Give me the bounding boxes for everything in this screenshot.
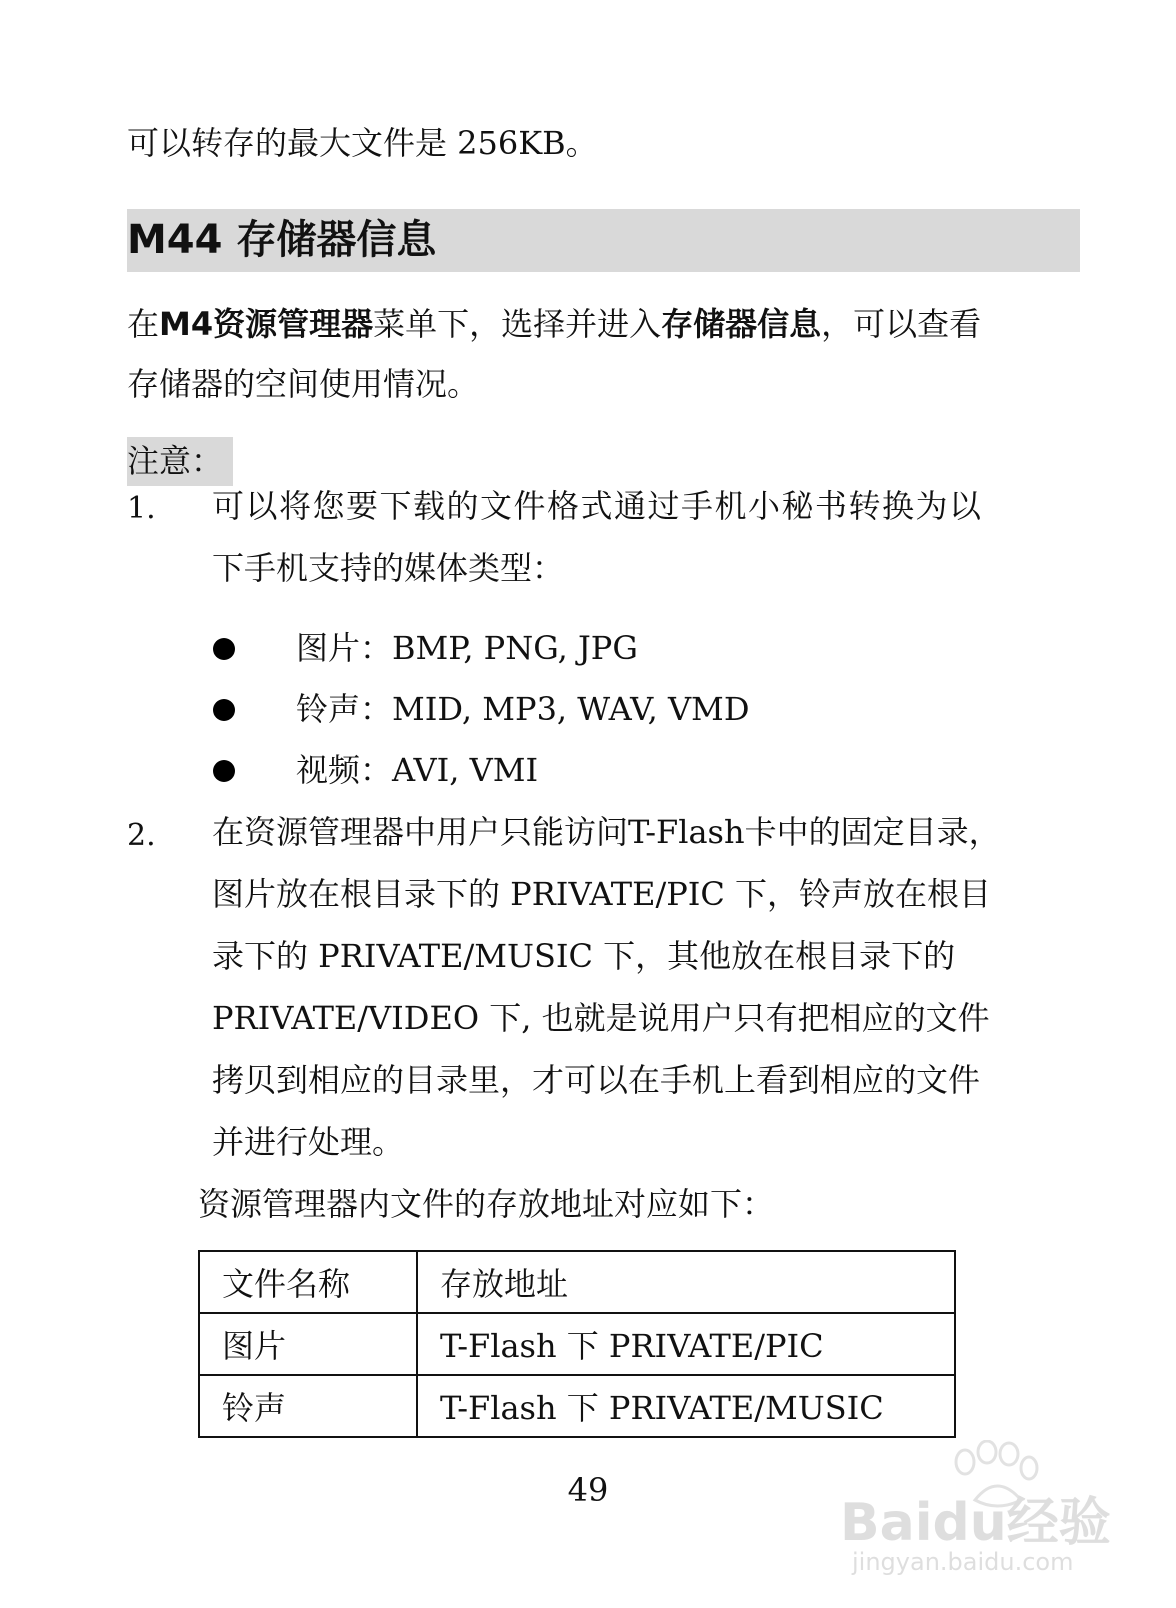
item-2-line-1: 在资源管理器中用户只能访问T-Flash卡中的固定目录，: [212, 813, 1001, 851]
bullet-item-ringtones: 铃声：MID, MP3, WAV, VMD: [296, 690, 750, 728]
bullet-dot-2: [213, 699, 235, 721]
item-2-line-4: PRIVATE/VIDEO 下, 也就是说用户只有把相应的文件: [212, 999, 990, 1037]
note-label: 注意：: [127, 437, 233, 486]
table-row: [199, 1375, 955, 1437]
table-row: [199, 1313, 955, 1375]
table-header-row: [199, 1251, 955, 1313]
para1-bold-menu: M4资源管理器: [159, 305, 374, 343]
bullet-dot-1: [213, 638, 235, 660]
para1-text-3: ，可以查看: [821, 305, 982, 343]
item-2-number: 2.: [127, 818, 156, 853]
bullet-item-images: 图片：BMP, PNG, JPG: [296, 629, 638, 667]
paragraph-1-line-1: [127, 304, 981, 344]
table-caption: 资源管理器内文件的存放地址对应如下：: [198, 1185, 775, 1223]
table-cell: T-Flash 下 PRIVATE/PIC: [417, 1313, 955, 1375]
para1-bold-storage-info: 存储器信息: [661, 305, 822, 343]
item-2-line-2: 图片放在根目录下的 PRIVATE/PIC 下，铃声放在根目: [212, 875, 992, 913]
table-header-cell: 文件名称: [199, 1251, 417, 1313]
table-cell: T-Flash 下 PRIVATE/MUSIC: [417, 1375, 955, 1437]
item-2-line-6: 并进行处理。: [212, 1123, 405, 1161]
section-heading: M44 存储器信息: [127, 217, 437, 263]
paragraph-1-line-2: 存储器的空间使用情况。: [127, 365, 480, 403]
baidu-watermark: [840, 1440, 1120, 1580]
item-1-line-2: 下手机支持的媒体类型：: [212, 549, 565, 587]
watermark-url: jingyan.baidu.com: [852, 1548, 1074, 1576]
intro-line: 可以转存的最大文件是 256KB。: [127, 124, 598, 162]
para1-text-1: 在: [127, 305, 160, 343]
page-number: 49: [567, 1471, 609, 1509]
item-1-line-1: 可以将您要下载的文件格式通过手机小秘书转换为以: [212, 487, 983, 525]
item-1-number: 1.: [127, 491, 156, 526]
bullet-item-videos: 视频：AVI, VMI: [296, 751, 539, 789]
storage-path-table: [198, 1250, 956, 1438]
table-header-cell: 存放地址: [417, 1251, 955, 1313]
table-cell: 铃声: [199, 1375, 417, 1437]
para1-text-2: 菜单下，选择并进入: [373, 305, 662, 343]
item-2-line-5: 拷贝到相应的目录里，才可以在手机上看到相应的文件: [212, 1061, 981, 1099]
item-2-line-3: 录下的 PRIVATE/MUSIC 下，其他放在根目录下的: [212, 937, 956, 975]
bullet-dot-3: [213, 760, 235, 782]
watermark-brand: Baidu经验: [840, 1493, 1111, 1553]
table-cell: 图片: [199, 1313, 417, 1375]
